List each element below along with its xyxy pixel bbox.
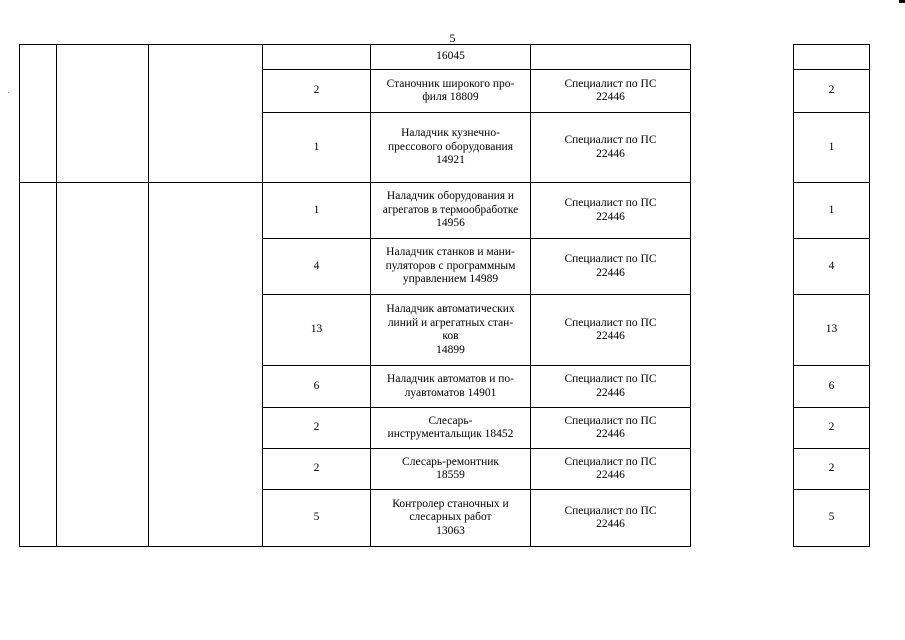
qty-cell: 1: [263, 113, 371, 183]
empty-cell: [57, 183, 149, 547]
qty-cell: [263, 45, 371, 70]
empty-cell: [20, 45, 57, 183]
count-cell: [794, 45, 870, 70]
basis-cell: Специалист по ПС 22446: [531, 490, 691, 547]
empty-cell: [149, 183, 263, 547]
profession-cell: Наладчик автоматов и по- луавтоматов 14901: [371, 366, 531, 408]
count-cell: 1: [794, 113, 870, 183]
qty-cell: 2: [263, 408, 371, 449]
qty-cell: 13: [263, 295, 371, 366]
empty-cell: [57, 45, 149, 183]
empty-cell: [691, 45, 794, 547]
basis-cell: [531, 45, 691, 70]
profession-cell: Наладчик станков и мани- пуляторов с программным управлением 14989: [371, 239, 531, 295]
document-table: [19, 44, 870, 547]
corner-scan-mark: [899, 0, 905, 3]
qty-cell: 2: [263, 70, 371, 113]
basis-cell: Специалист по ПС 22446: [531, 449, 691, 490]
basis-cell: Специалист по ПС 22446: [531, 70, 691, 113]
count-cell: 5: [794, 490, 870, 547]
basis-cell: Специалист по ПС 22446: [531, 408, 691, 449]
basis-cell: Специалист по ПС 22446: [531, 239, 691, 295]
count-cell: 2: [794, 449, 870, 490]
basis-cell: Специалист по ПС 22446: [531, 113, 691, 183]
count-cell: 1: [794, 183, 870, 239]
count-cell: 6: [794, 366, 870, 408]
count-cell: 2: [794, 408, 870, 449]
table-row: [20, 45, 870, 70]
profession-cell: Станочник широкого про- филя 18809: [371, 70, 531, 113]
empty-cell: [20, 183, 57, 547]
profession-cell: Наладчик автоматических линий и агрегатных стан- ков 14899: [371, 295, 531, 366]
profession-cell: 16045: [371, 45, 531, 70]
profession-cell: Наладчик кузнечно- прессового оборудования 14921: [371, 113, 531, 183]
scan-speck: [8, 92, 9, 93]
empty-cell: [149, 45, 263, 183]
basis-cell: Специалист по ПС 22446: [531, 183, 691, 239]
qty-cell: 2: [263, 449, 371, 490]
profession-cell: Слесарь-ремонтник 18559: [371, 449, 531, 490]
profession-cell: Слесарь- инструментальщик 18452: [371, 408, 531, 449]
count-cell: 13: [794, 295, 870, 366]
qty-cell: 4: [263, 239, 371, 295]
basis-cell: Специалист по ПС 22446: [531, 295, 691, 366]
profession-cell: Наладчик оборудования и агрегатов в термообработке 14956: [371, 183, 531, 239]
page-number: 5: [449, 31, 456, 45]
count-cell: 4: [794, 239, 870, 295]
profession-cell: Контролер станочных и слесарных работ 13063: [371, 490, 531, 547]
qty-cell: 5: [263, 490, 371, 547]
qty-cell: 1: [263, 183, 371, 239]
qty-cell: 6: [263, 366, 371, 408]
count-cell: 2: [794, 70, 870, 113]
basis-cell: Специалист по ПС 22446: [531, 366, 691, 408]
